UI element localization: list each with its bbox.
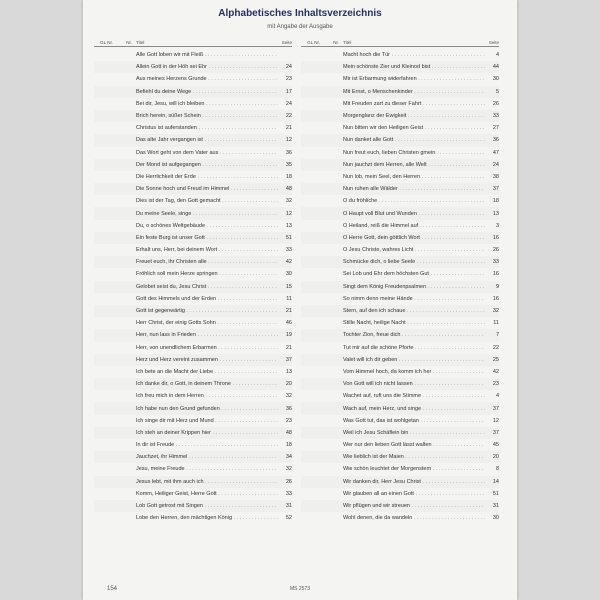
index-entry bbox=[301, 110, 499, 122]
index-entry bbox=[94, 110, 292, 122]
index-entry bbox=[94, 98, 292, 110]
left-entries bbox=[94, 49, 292, 524]
index-entry bbox=[94, 329, 292, 341]
entry-page: 19 bbox=[285, 332, 292, 339]
entry-title: In dir ist Freude . . . bbox=[136, 442, 278, 448]
index-entry bbox=[301, 500, 499, 512]
index-entry bbox=[301, 317, 499, 329]
entry-title: Erhalt uns, Herr, bei deinem Wort . . . bbox=[136, 247, 278, 253]
footer-code: MS 2573 bbox=[289, 586, 310, 592]
entry-title: Mein schönste Zier und Kleinod bist . . . bbox=[343, 64, 485, 70]
entry-title: Alle Gott loben wir mit Fleiß . . . bbox=[136, 52, 278, 58]
index-entry bbox=[301, 171, 499, 183]
entry-page: 23 bbox=[492, 381, 499, 388]
index-entry bbox=[301, 61, 499, 73]
entry-page: 21 bbox=[285, 308, 292, 315]
entry-title: Die Herrlichkeit der Erde . . . bbox=[136, 174, 278, 180]
entry-page: 16 bbox=[492, 271, 499, 278]
right-entries bbox=[301, 49, 499, 524]
entry-title: Vom Himmel hoch, da komm ich her . . . bbox=[343, 369, 485, 375]
entry-title: Schmücke dich, o liebe Seele . . . bbox=[343, 259, 485, 265]
entry-page: 36 bbox=[285, 149, 292, 156]
entry-page: 31 bbox=[285, 503, 292, 510]
entry-page: 51 bbox=[285, 234, 292, 241]
entry-title: So nimm denn meine Hände . . . bbox=[343, 296, 485, 302]
entry-page: 11 bbox=[493, 320, 499, 327]
entry-page: 18 bbox=[285, 442, 292, 449]
entry-title: Nun bitten wir den Heiligen Geist . . . bbox=[343, 125, 485, 131]
entry-page: 26 bbox=[492, 100, 499, 107]
entry-page: 4 bbox=[495, 52, 499, 59]
entry-page: 30 bbox=[285, 271, 292, 278]
entry-title: Aus meines Herzens Grunde . . . bbox=[136, 76, 278, 82]
index-entry bbox=[94, 268, 292, 280]
entry-title: Herr Christ, der einig Gotts Sohn . . . bbox=[136, 320, 278, 326]
right-column bbox=[301, 38, 499, 524]
entry-page: 30 bbox=[492, 76, 499, 83]
entry-title: Wir glauben all an einen Gott . . . bbox=[343, 491, 485, 497]
entry-page: 18 bbox=[492, 198, 499, 205]
entry-page: 7 bbox=[495, 332, 499, 339]
header-gl-number: GL Nr. bbox=[307, 39, 320, 45]
entry-title: Ein feste Burg ist unser Gott . . . bbox=[136, 235, 278, 241]
entry-page: 11 bbox=[286, 295, 292, 302]
entry-title: Freuet euch, ihr Christen alle . . . bbox=[136, 259, 278, 265]
entry-page: 37 bbox=[492, 405, 499, 412]
entry-page: 12 bbox=[492, 417, 499, 424]
entry-title: Herz und Herz vereint zusammen . . . bbox=[136, 357, 278, 363]
index-entry bbox=[301, 244, 499, 256]
entry-page: 30 bbox=[492, 515, 499, 522]
entry-page: 23 bbox=[285, 417, 292, 424]
page-subtitle: mit Angabe der Ausgabe bbox=[267, 24, 333, 30]
index-entry bbox=[94, 512, 292, 524]
entry-title: Stille Nacht, heilige Nacht . . . bbox=[343, 320, 485, 326]
entry-page: 32 bbox=[285, 393, 292, 400]
entry-page: 3 bbox=[495, 222, 499, 229]
entry-title: Was Gott tut, das ist wohlgetan . . . bbox=[343, 418, 485, 424]
header-number: Nr. bbox=[126, 39, 132, 45]
entry-title: Tut mir auf die schöne Pforte . . . bbox=[343, 345, 485, 351]
entry-page: 31 bbox=[492, 503, 499, 510]
entry-title: Jesu, meine Freude . . . bbox=[136, 466, 278, 472]
index-entry bbox=[94, 293, 292, 305]
header-page: Seite bbox=[488, 39, 499, 45]
entry-page: 42 bbox=[285, 259, 292, 266]
entry-title: Du meine Seele, singe . . . bbox=[136, 211, 278, 217]
index-entry bbox=[94, 86, 292, 98]
entry-page: 15 bbox=[285, 283, 292, 290]
entry-page: 34 bbox=[285, 454, 292, 461]
entry-page: 48 bbox=[285, 429, 292, 436]
entry-page: 36 bbox=[492, 137, 499, 144]
entry-title: Stern, auf den ich schaue . . . bbox=[343, 308, 485, 314]
entry-title: Tochter Zion, freue dich . . . bbox=[343, 332, 485, 338]
entry-page: 32 bbox=[285, 466, 292, 473]
index-entry bbox=[301, 281, 499, 293]
index-entry bbox=[94, 73, 292, 85]
entry-title: Ich habe nun den Grund gefunden . . . bbox=[136, 406, 278, 412]
entry-page: 18 bbox=[285, 173, 292, 180]
index-entry bbox=[94, 354, 292, 366]
index-entry bbox=[301, 378, 499, 390]
entry-title: Wie lieblich ist der Maien . . . bbox=[343, 454, 485, 460]
entry-page: 38 bbox=[492, 173, 499, 180]
entry-title: Ich singe dir mit Herz und Mund . . . bbox=[136, 418, 278, 424]
index-entry bbox=[94, 147, 292, 159]
entry-page: 17 bbox=[285, 88, 292, 95]
entry-title: Wir danken dir, Herr Jesu Christ . . . bbox=[343, 479, 485, 485]
entry-page: 44 bbox=[492, 64, 499, 71]
right-column-header bbox=[301, 38, 499, 47]
entry-page: 12 bbox=[285, 210, 292, 217]
entry-title: Macht hoch die Tür . . . bbox=[343, 52, 485, 58]
index-entry bbox=[94, 195, 292, 207]
index-entry bbox=[301, 451, 499, 463]
entry-page: 45 bbox=[492, 442, 499, 449]
index-entry bbox=[301, 329, 499, 341]
entry-title: Gott des Himmels und der Erden . . . bbox=[136, 296, 278, 302]
index-entry bbox=[301, 49, 499, 61]
entry-page: 16 bbox=[492, 234, 499, 241]
entry-title: Nun jauchzt dem Herren, alle Welt . . . bbox=[343, 162, 485, 168]
index-entry bbox=[94, 61, 292, 73]
entry-title: Valet will ich dir geben . . . bbox=[343, 357, 485, 363]
left-column bbox=[94, 38, 292, 524]
index-entry bbox=[94, 451, 292, 463]
index-entry bbox=[94, 159, 292, 171]
entry-title: Jesus lebt, mit ihm auch ich . . . bbox=[136, 479, 278, 485]
entry-page: 36 bbox=[285, 405, 292, 412]
entry-page: 20 bbox=[285, 381, 292, 388]
entry-page: 46 bbox=[285, 320, 292, 327]
entry-title: O Jesu Christe, wahres Licht . . . bbox=[343, 247, 485, 253]
index-entry bbox=[94, 122, 292, 134]
index-entry bbox=[301, 342, 499, 354]
header-number: Nr. bbox=[333, 39, 339, 45]
entry-title: Wohl denen, die da wandeln . . . bbox=[343, 515, 485, 521]
index-entry bbox=[301, 86, 499, 98]
index-entry bbox=[94, 232, 292, 244]
index-entry bbox=[94, 305, 292, 317]
entry-title: Herr, nun lass in Frieden . . . bbox=[136, 332, 278, 338]
entry-title: Mir ist Erbarmung widerfahren . . . bbox=[343, 76, 485, 82]
index-entry bbox=[301, 183, 499, 195]
entry-title: Ich freu mich in dem Herren . . . bbox=[136, 393, 278, 399]
index-entry bbox=[301, 159, 499, 171]
index-entry bbox=[94, 281, 292, 293]
entry-page: 32 bbox=[285, 198, 292, 205]
index-entry bbox=[301, 439, 499, 451]
index-entry bbox=[301, 354, 499, 366]
index-entry bbox=[94, 390, 292, 402]
entry-title: Brich herein, süßer Schein . . . bbox=[136, 113, 278, 119]
entry-page: 12 bbox=[285, 137, 292, 144]
entry-title: Ich danke dir, o Gott, in deinem Throne . . . bbox=[136, 381, 278, 387]
entry-title: Lob Gott getrost mit Singen . . . bbox=[136, 503, 278, 509]
entry-title: O Heiland, reiß die Himmel auf . . . bbox=[343, 223, 485, 229]
entry-page: 22 bbox=[492, 344, 499, 351]
index-entry bbox=[94, 427, 292, 439]
entry-title: Sei Lob und Ehr dem höchsten Gut . . . bbox=[343, 271, 485, 277]
entry-page: 37 bbox=[285, 356, 292, 363]
index-entry bbox=[94, 342, 292, 354]
entry-title: Die Sonne hoch und Freud im Himmel . . . bbox=[136, 186, 278, 192]
entry-page: 32 bbox=[492, 308, 499, 315]
index-entry bbox=[301, 402, 499, 414]
index-entry bbox=[301, 390, 499, 402]
entry-page: 4 bbox=[495, 393, 499, 400]
index-entry bbox=[301, 512, 499, 524]
entry-title: Morgenglanz der Ewigkeit . . . bbox=[343, 113, 485, 119]
entry-page: 33 bbox=[285, 490, 292, 497]
entry-title: Weil ich Jesu Schäflein bin . . . bbox=[343, 430, 485, 436]
index-entry bbox=[94, 366, 292, 378]
index-entry bbox=[94, 378, 292, 390]
entry-page: 9 bbox=[495, 283, 499, 290]
entry-title: Mit Freuden zart zu dieser Fahrt . . . bbox=[343, 101, 485, 107]
index-entry bbox=[94, 49, 292, 61]
entry-page: 47 bbox=[492, 149, 499, 156]
entry-page: 26 bbox=[285, 478, 292, 485]
entry-title: O Herre Gott, dein göttlich Wort . . . bbox=[343, 235, 485, 241]
header-title: Titel bbox=[136, 39, 145, 45]
entry-page: 13 bbox=[285, 368, 292, 375]
entry-title: Singt dem König Freudenpsalmen . . . bbox=[343, 284, 485, 290]
index-entry bbox=[301, 488, 499, 500]
entry-title: Das alte Jahr vergangen ist . . . bbox=[136, 137, 278, 143]
entry-page: 42 bbox=[492, 368, 499, 375]
entry-page: 33 bbox=[492, 113, 499, 120]
entry-page: 5 bbox=[495, 88, 499, 95]
entry-title: Dies ist der Tag, den Gott gemacht . . . bbox=[136, 198, 278, 204]
entry-title: Wir pflügen und wir streuen . . . bbox=[343, 503, 485, 509]
entry-title: Nun freut euch, lieben Christen gmein . . . bbox=[343, 150, 485, 156]
entry-page: 24 bbox=[492, 161, 499, 168]
entry-title: Nun ruhen alle Wälder . . . bbox=[343, 186, 485, 192]
index-entry bbox=[94, 244, 292, 256]
entry-title: Gott ist gegenwärtig . . . bbox=[136, 308, 278, 314]
left-column-header bbox=[94, 38, 292, 47]
index-entry bbox=[94, 415, 292, 427]
entry-page: 8 bbox=[495, 466, 499, 473]
entry-title: Wie schön leuchtet der Morgenstern . . . bbox=[343, 466, 485, 472]
entry-title: Gelobet seist du, Jesu Christ . . . bbox=[136, 284, 278, 290]
index-entry bbox=[301, 427, 499, 439]
entry-title: Wer nur den lieben Gott lässt walten . . . bbox=[343, 442, 485, 448]
entry-title: O du fröhliche . . . bbox=[343, 198, 485, 204]
header-page: Seite bbox=[281, 39, 292, 45]
index-entry bbox=[94, 207, 292, 219]
index-entry bbox=[301, 195, 499, 207]
entry-page: 21 bbox=[285, 125, 292, 132]
entry-page: 16 bbox=[492, 295, 499, 302]
header-gl-number: GL Nr. bbox=[100, 39, 113, 45]
index-entry bbox=[94, 463, 292, 475]
entry-title: Du, o schönes Weltgebäude . . . bbox=[136, 223, 278, 229]
entry-page: 20 bbox=[492, 454, 499, 461]
entry-title: Fröhlich soll mein Herze springen . . . bbox=[136, 271, 278, 277]
entry-page: 24 bbox=[285, 64, 292, 71]
entry-page: 13 bbox=[492, 210, 499, 217]
entry-page: 22 bbox=[285, 113, 292, 120]
entry-page: 21 bbox=[285, 344, 292, 351]
entry-title: Wachet auf, ruft uns die Stimme . . . bbox=[343, 393, 485, 399]
index-entry bbox=[94, 183, 292, 195]
entry-page: 13 bbox=[285, 222, 292, 229]
index-entry bbox=[301, 256, 499, 268]
page-number: 154 bbox=[107, 586, 118, 592]
entry-title: Von Gott will ich nicht lassen . . . bbox=[343, 381, 485, 387]
entry-title: Nun lob, mein Seel, den Herren . . . bbox=[343, 174, 485, 180]
entry-title: Lobe den Herren, den mächtigen König . . . bbox=[136, 515, 278, 521]
index-entry bbox=[94, 476, 292, 488]
entry-title: Mit Ernst, o Menschenkinder . . . bbox=[343, 89, 485, 95]
entry-title: Nun danket alle Gott . . . bbox=[343, 137, 485, 143]
entry-page: 33 bbox=[285, 247, 292, 254]
index-entry bbox=[94, 439, 292, 451]
index-entry bbox=[94, 317, 292, 329]
entry-title: Das Wort geht von dem Vater aus . . . bbox=[136, 150, 278, 156]
entry-title: Ich steh an deiner Krippen hier . . . bbox=[136, 430, 278, 436]
index-entry bbox=[301, 366, 499, 378]
entry-page: 24 bbox=[285, 100, 292, 107]
index-entry bbox=[301, 134, 499, 146]
entry-page: 37 bbox=[492, 186, 499, 193]
entry-title: O Haupt voll Blut und Wunden . . . bbox=[343, 211, 485, 217]
index-entry bbox=[301, 73, 499, 85]
entry-page: 27 bbox=[492, 125, 499, 132]
entry-page: 51 bbox=[492, 490, 499, 497]
entry-page: 25 bbox=[492, 356, 499, 363]
entry-page: 35 bbox=[285, 161, 292, 168]
entry-title: Befiehl du deine Wege . . . bbox=[136, 89, 278, 95]
index-entry bbox=[94, 402, 292, 414]
entry-title: Wach auf, mein Herz, und singe . . . bbox=[343, 406, 485, 412]
entry-title: Der Mond ist aufgegangen . . . bbox=[136, 162, 278, 168]
index-entry bbox=[94, 488, 292, 500]
index-entry bbox=[94, 500, 292, 512]
index-page bbox=[83, 0, 517, 600]
page-title: Alphabetisches Inhaltsverzeichnis bbox=[218, 8, 382, 19]
entry-page: 37 bbox=[492, 429, 499, 436]
header-title: Titel bbox=[343, 39, 352, 45]
index-entry bbox=[301, 268, 499, 280]
index-entry bbox=[301, 415, 499, 427]
entry-page: 48 bbox=[285, 186, 292, 193]
index-entry bbox=[301, 476, 499, 488]
entry-page: 23 bbox=[285, 76, 292, 83]
index-entry bbox=[301, 147, 499, 159]
entry-title: Allein Gott in der Höh sei Ehr . . . bbox=[136, 64, 278, 70]
index-entry bbox=[301, 98, 499, 110]
entry-title: Komm, Heiliger Geist, Herre Gott . . . bbox=[136, 491, 278, 497]
index-entry bbox=[301, 305, 499, 317]
entry-page: 14 bbox=[492, 478, 499, 485]
entry-page: 33 bbox=[492, 259, 499, 266]
entry-page: 26 bbox=[492, 247, 499, 254]
entry-title: Ich bete an die Macht der Liebe . . . bbox=[136, 369, 278, 375]
entry-page: 52 bbox=[285, 515, 292, 522]
index-entry bbox=[301, 463, 499, 475]
index-entry bbox=[301, 207, 499, 219]
entry-title: Jauchzet, ihr Himmel . . . bbox=[136, 454, 278, 460]
index-entry bbox=[301, 232, 499, 244]
entry-title: Christus ist auferstanden . . . bbox=[136, 125, 278, 131]
index-entry bbox=[301, 122, 499, 134]
entry-title: Bei dir, Jesu, will ich bleiben . . . bbox=[136, 101, 278, 107]
index-entry bbox=[301, 293, 499, 305]
index-entry bbox=[94, 134, 292, 146]
index-entry bbox=[94, 220, 292, 232]
index-entry bbox=[94, 256, 292, 268]
index-entry bbox=[94, 171, 292, 183]
entry-title: Herr, von unendlichem Erbarmen . . . bbox=[136, 345, 278, 351]
index-entry bbox=[301, 220, 499, 232]
